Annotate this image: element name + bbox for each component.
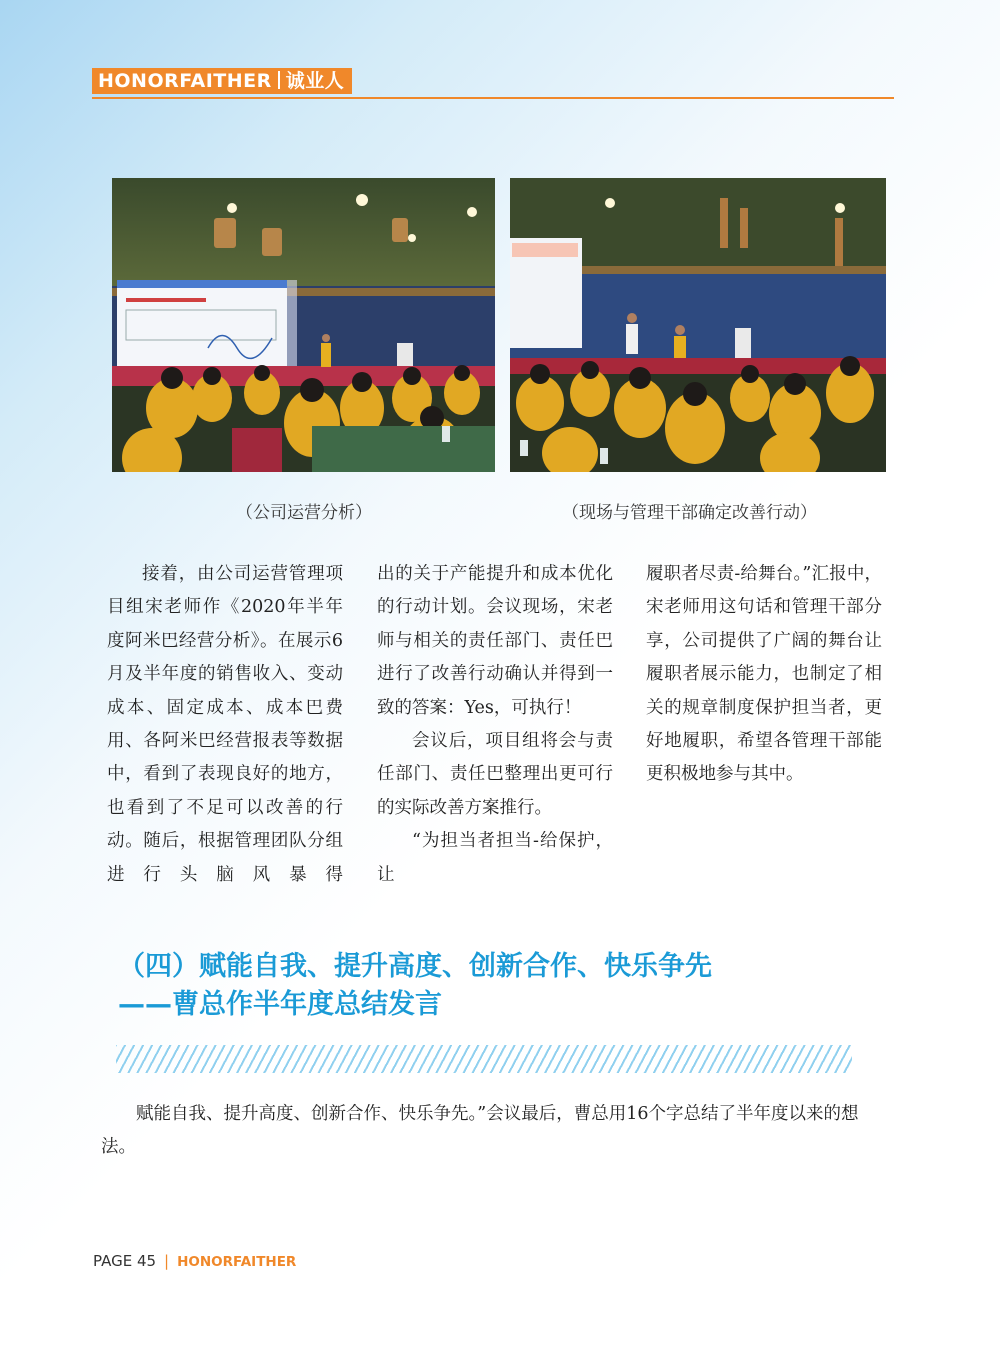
brand-name-cn: 诚业人 bbox=[285, 70, 345, 92]
header-rule bbox=[92, 97, 894, 99]
section-heading-line-1: （四）赋能自我、提升高度、创新合作、快乐争先 bbox=[118, 951, 712, 982]
column-2-paragraph-3: “为担当者担当-给保护，让 bbox=[377, 831, 613, 885]
footer-separator: | bbox=[164, 1252, 170, 1270]
photo-caption-1: （公司运营分析） bbox=[236, 503, 372, 523]
section-heading-line-2: ——曹总作半年度总结发言 bbox=[118, 989, 442, 1020]
column-2-paragraph-2: 会议后，项目组将会与责任部门、责任巴整理出更可行的实际改善方案推行。 bbox=[377, 731, 613, 818]
decorative-stripe-band bbox=[116, 1045, 852, 1073]
page-header bbox=[92, 68, 894, 98]
section-body-paragraph: 赋能自我、提升高度、创新合作、快乐争先。”会议最后，曹总用16个字总结了半年度以来的想法。 bbox=[101, 1104, 859, 1157]
column-3-paragraph: 履职者尽责-给舞台。”汇报中，宋老师用这句话和管理干部分享，公司提供了广阔的舞台让履职者展示能力，也制定了相关的规章制度保护担当者，更好地履职，希望各管理干部能更积极地参与其中。 bbox=[646, 564, 882, 785]
text-column-3 bbox=[646, 558, 882, 792]
photo-managers-improvement-action bbox=[510, 178, 886, 472]
section-heading bbox=[118, 948, 758, 1024]
footer-brand: HONORFAITHER bbox=[177, 1254, 297, 1270]
column-1-paragraph: 接着，由公司运营管理项目组宋老师作《2020年半年度阿米巴经营分析》。在展示6月及半年度的销售收入、变动成本、固定成本、成本巴费用、各阿米巴经营报表等数据中，看到了表现良好的地方，也看到了不足可以改善的行动。随后，根据管理团队分组进行头脑风暴得 bbox=[107, 564, 343, 885]
page-number: PAGE 45 bbox=[93, 1252, 157, 1270]
column-2-paragraph-1: 出的关于产能提升和成本优化的行动计划。会议现场，宋老师与相关的责任部门、责任巴进行了改善行动确认并得到一致的答案：Yes，可执行！ bbox=[377, 564, 613, 718]
brand-divider bbox=[278, 71, 280, 89]
photo-company-operation-analysis bbox=[112, 178, 495, 472]
brand-name: HONORFAITHER bbox=[98, 70, 272, 92]
text-column-1 bbox=[107, 558, 343, 892]
section-body bbox=[101, 1098, 881, 1164]
photo-caption-2: （现场与管理干部确定改善行动） bbox=[562, 503, 817, 523]
text-column-2 bbox=[377, 558, 613, 892]
page-footer bbox=[93, 1251, 296, 1271]
magazine-brand-tag bbox=[92, 68, 352, 94]
